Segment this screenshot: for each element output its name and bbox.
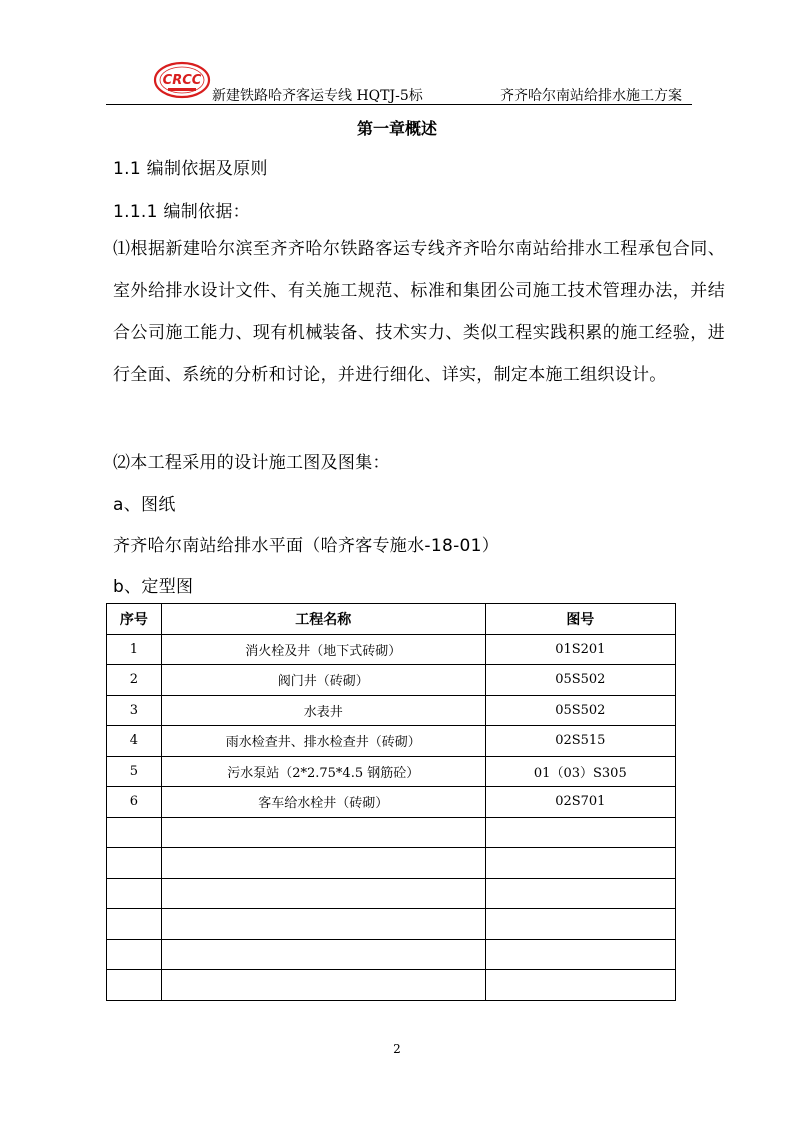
- table-row-empty: [107, 848, 676, 879]
- cell-drawing-number: [485, 939, 675, 970]
- cell-number: [107, 878, 162, 909]
- cell-number: [107, 909, 162, 940]
- paragraph-item-2: ⑵本工程采用的设计施工图及图集：: [113, 453, 390, 473]
- header-divider: [106, 104, 692, 105]
- chapter-title: 第一章概述: [356, 119, 437, 138]
- table-row: [107, 665, 676, 696]
- svg-text:CRCC: CRCC: [162, 73, 202, 88]
- table-row-empty: [107, 939, 676, 970]
- cell-drawing-number: [485, 848, 675, 879]
- drawing-reference: 齐齐哈尔南站给排水平面（哈齐客专施水-18-01）: [113, 536, 500, 556]
- cell-drawing-number: [485, 970, 675, 1001]
- cell-project-name: 阀门井（砖砌）: [161, 665, 485, 696]
- table-row-empty: [107, 817, 676, 848]
- cell-project-name: [161, 909, 485, 940]
- table-header-row: [107, 604, 676, 635]
- cell-project-name: [161, 878, 485, 909]
- cell-project-name: [161, 817, 485, 848]
- cell-drawing-number: [485, 909, 675, 940]
- cell-drawing-number: 05S502: [485, 665, 675, 696]
- cell-drawing-number: 05S502: [485, 695, 675, 726]
- cell-drawing-number: 02S701: [485, 787, 675, 818]
- cell-number: [107, 848, 162, 879]
- cell-number: 5: [107, 756, 162, 787]
- cell-drawing-number: [485, 878, 675, 909]
- table-row: [107, 726, 676, 757]
- cell-number: 3: [107, 695, 162, 726]
- cell-number: 6: [107, 787, 162, 818]
- cell-project-name: 客车给水栓井（砖砌）: [161, 787, 485, 818]
- cell-project-name: [161, 939, 485, 970]
- paragraph-item-1: ⑴根据新建哈尔滨至齐齐哈尔铁路客运专线齐齐哈尔南站给排水工程承包合同、室外给排水设计文件、有关施工规范、标准和集团公司施工技术管理办法，并结合公司施工能力、现有机械装备、技术实力、类似工程实践积累的施工经验，进行全面、系统的分析和讨论，并进行细化、详实，制定本施工组织设计。: [113, 239, 725, 385]
- table-row: [107, 634, 676, 665]
- section-heading-1-1-1: 1.1.1 编制依据：: [113, 202, 250, 222]
- sub-heading-b: b、定型图: [113, 577, 194, 597]
- column-header-project-name: 工程名称: [161, 604, 485, 635]
- cell-number: [107, 970, 162, 1001]
- cell-project-name: 消火栓及井（地下式砖砌）: [161, 634, 485, 665]
- table-row-empty: [107, 970, 676, 1001]
- cell-drawing-number: 02S515: [485, 726, 675, 757]
- table-row: [107, 695, 676, 726]
- cell-project-name: 污水泵站（2*2.75*4.5 钢筋砼）: [161, 756, 485, 787]
- table-row-empty: [107, 878, 676, 909]
- cell-number: [107, 939, 162, 970]
- sub-heading-a: a、图纸: [113, 495, 176, 515]
- cell-project-name: [161, 848, 485, 879]
- cell-drawing-number: [485, 817, 675, 848]
- cell-number: [107, 817, 162, 848]
- column-header-number: 序号: [107, 604, 162, 635]
- cell-drawing-number: 01S201: [485, 634, 675, 665]
- cell-number: 1: [107, 634, 162, 665]
- section-heading-1-1: 1.1 编制依据及原则: [113, 159, 268, 179]
- cell-project-name: 雨水检查井、排水检查井（砖砌）: [161, 726, 485, 757]
- cell-project-name: [161, 970, 485, 1001]
- standard-drawings-table: [106, 603, 676, 1001]
- table-row-empty: [107, 909, 676, 940]
- cell-number: 2: [107, 665, 162, 696]
- table-row: [107, 756, 676, 787]
- cell-drawing-number: 01（03）S305: [485, 756, 675, 787]
- cell-project-name: 水表井: [161, 695, 485, 726]
- crcc-logo: [152, 60, 212, 100]
- page-number: 2: [393, 1042, 401, 1056]
- cell-number: 4: [107, 726, 162, 757]
- column-header-drawing-number: 图号: [485, 604, 675, 635]
- header-left-title: 新建铁路哈齐客运专线 HQTJ-5标: [212, 88, 423, 104]
- header-right-title: 齐齐哈尔南站给排水施工方案: [500, 88, 682, 104]
- table-row: [107, 787, 676, 818]
